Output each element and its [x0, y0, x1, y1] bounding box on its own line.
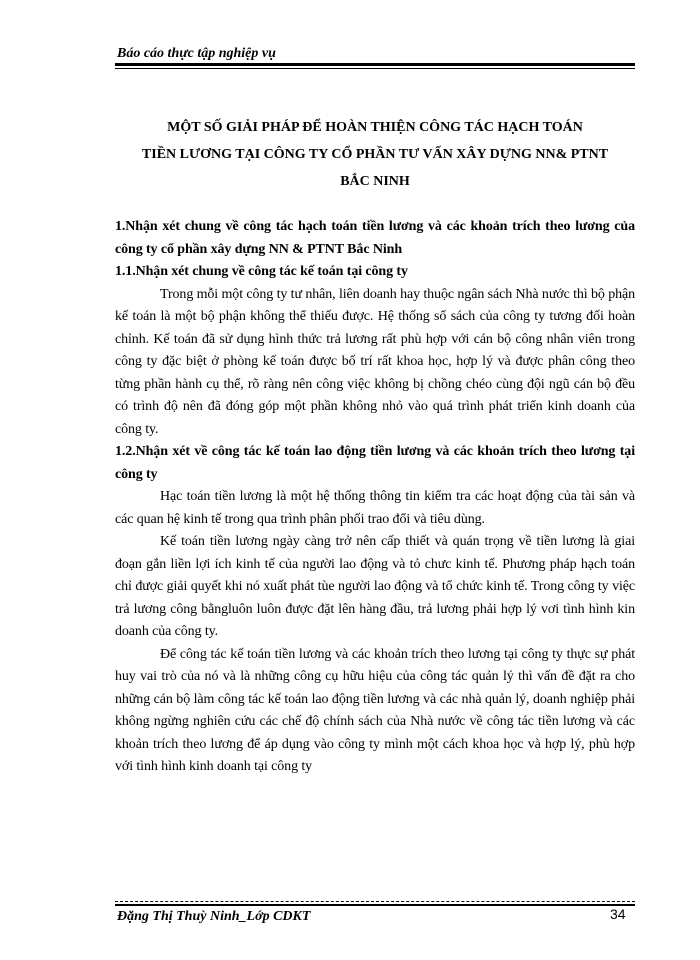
- section-heading-1-2: 1.2.Nhận xét về công tác kế toán lao động tiền lương và các khoản trích theo lương tại công ty: [115, 444, 635, 482]
- page-title: [115, 114, 635, 195]
- document-body: [115, 216, 635, 779]
- page-title-line-2: TIỀN LƯƠNG TẠI CÔNG TY CỔ PHẦN TƯ VẤN XÂY DỰNG NN& PTNT: [141, 147, 609, 162]
- footer-divider-dashed: [115, 901, 635, 902]
- paragraph-1: Trong mỗi một công ty tư nhân, liên doanh hay thuộc ngân sách Nhà nước thì bộ phận kế toán là một bộ phận không thể thiếu được. Hệ thống sổ sách của công ty tương đối hoàn chỉnh. Kế toán đã sử dụng hình thức trả lương rất phù hợp với cán bộ công nhân viên trong công ty đặc biệt ở phòng kế toán được bố trí rất khoa học, hợp lý và được phân công theo từng phần hành cụ thể, rõ ràng nên công việc không bị chồng chéo cùng đội ngũ cán bộ đều có trình độ nên đã đóng góp một phần không nhỏ vào quá trình phát triển kinh doanh của công ty.: [115, 286, 636, 437]
- paragraph-3: Kế toán tiền lương ngày càng trở nên cấp thiết và quán trọng về tiền lương là giai đoạn gắn liền lợi ích kinh tế của người lao động và tỏ chưc kinh tế. Phương pháp hạch toán chỉ được giải quyết khi nó xuất phát tùe người lao động và tổ chức kinh tế. Trong công ty việc trả lương công bằngluôn luôn được đặt lên hàng đầu, trả lương phải hợp lý vơi tình hình kin doanh của công ty.: [115, 534, 635, 639]
- paragraph-4: Để công tác kế toán tiền lương và các khoản trích theo lương tại công ty thực sự phát huy vai trò của nó và là những công cụ hữu hiệu của công tác quản lý thì vấn đề đặt ra cho những cán bộ làm công tác kế toán lao động tiền lương và các nhà quản lý, doanh nghiệp phải không ngừng nghiên cứu các chế độ chính sách của Nhà nước về công tác tiền lương và các khoản trích theo lương để áp dụng vào công ty mình một cách khoa học và hợp lý, phù hợp với tình hình kinh doanh tại công ty: [115, 646, 635, 774]
- page-number: 34: [610, 906, 626, 922]
- document-header-title: Báo cáo thực tập nghiệp vụ: [117, 46, 276, 61]
- section-heading-1-1: 1.1.Nhận xét chung về công tác kế toán tại công ty: [115, 264, 408, 279]
- paragraph-2: Hạc toán tiền lương là một hệ thống thông tin kiểm tra các hoạt động của tài sản và các quan hệ kinh tế trong qua trình phân phối trao đổi và tiêu dùng.: [115, 489, 635, 527]
- page-title-line-1: MỘT SỐ GIẢI PHÁP ĐỂ HOÀN THIỆN CÔNG TÁC HẠCH TOÁN: [167, 120, 583, 135]
- footer-author: Đặng Thị Thuỳ Ninh_Lớp CDKT: [117, 909, 311, 924]
- header-divider-thin: [115, 68, 635, 69]
- section-heading-1: 1.Nhận xét chung về công tác hạch toán tiền lương và các khoản trích theo lương của công ty cổ phần xây dựng NN & PTNT Bắc Ninh: [115, 219, 635, 257]
- header-divider-thick: [115, 63, 635, 66]
- page-title-line-3: BẮC NINH: [340, 174, 410, 189]
- footer-divider-solid: [115, 904, 635, 906]
